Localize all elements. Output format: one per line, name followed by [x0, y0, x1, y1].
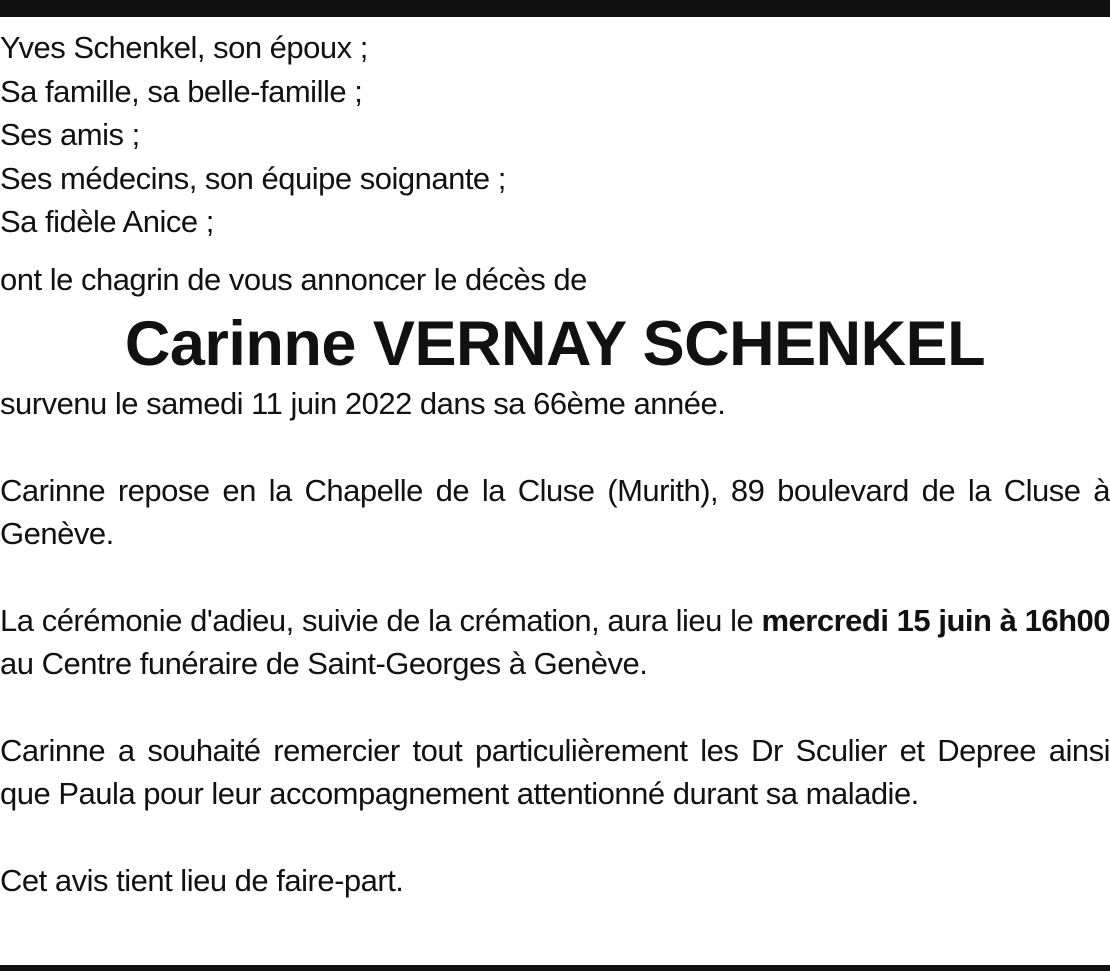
spacer [0, 426, 1110, 469]
death-info: survenu le samedi 11 juin 2022 dans sa 66ème année. [0, 386, 726, 421]
ceremony-date: mercredi 15 juin à 16h00 [761, 602, 1110, 638]
obituary-notice [0, 26, 1110, 902]
family-line-spouse: Yves Schenkel, son époux ; [0, 30, 368, 65]
closing-text: Cet avis tient lieu de faire-part. [0, 862, 404, 898]
ceremony-paragraph [0, 599, 1110, 686]
spacer [0, 556, 1110, 599]
ceremony-text-after: au Centre funéraire de Saint-Georges à Genève. [0, 646, 648, 681]
repose-paragraph: Carinne repose en la Chapelle de la Cluse (Murith), 89 boulevard de la Cluse à Genève. [0, 472, 1110, 551]
top-border [0, 0, 1110, 17]
ceremony-text-before: La cérémonie d'adieu, suivie de la crémation, aura lieu le [0, 602, 762, 638]
spacer [0, 816, 1110, 859]
family-line-doctors: Ses médecins, son équipe soignante ; [0, 160, 506, 196]
spacer [0, 686, 1110, 729]
spacer [0, 244, 1110, 258]
bottom-border [0, 965, 1110, 971]
family-line-anice: Sa fidèle Anice ; [0, 204, 214, 239]
family-line-family: Sa famille, sa belle-famille ; [0, 73, 363, 109]
announcement-text: ont le chagrin de vous annoncer le décès de [0, 261, 587, 297]
thanks-paragraph: Carinne a souhaité remercier tout particulièrement les Dr Sculier et Depree ainsi que Paula pour leur accompagnement attentionné durant sa maladie. [0, 732, 1110, 811]
deceased-name: Carinne VERNAY SCHENKEL [124, 309, 986, 379]
family-line-friends: Ses amis ; [0, 117, 140, 152]
